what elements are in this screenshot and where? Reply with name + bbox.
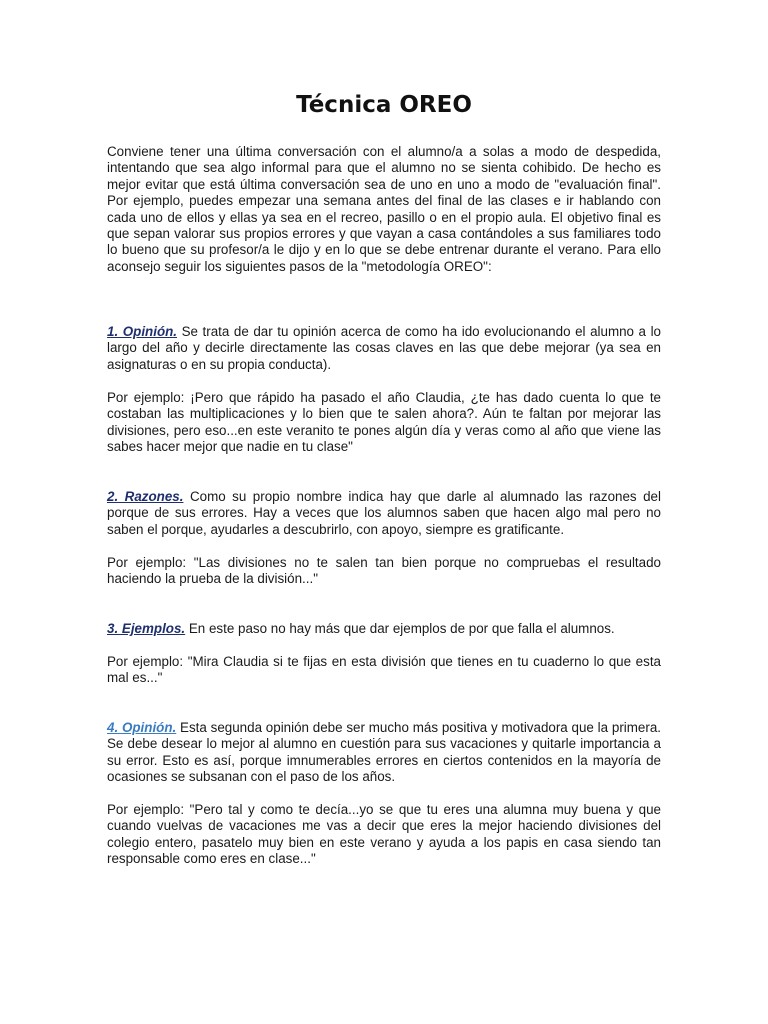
section-1-heading: 1. Opinión. (107, 324, 178, 339)
section-1-example: Por ejemplo: ¡Pero que rápido ha pasado el año Claudia, ¿te has dado cuenta lo que te costaban las multiplicaciones y lo bien que te salen ahora?. Aún te faltan por mejorar las divisiones, pero eso...en este veranito te pones algún día y veras como al año que viene las sabes hacer mejor que nadie en tu clase" (107, 390, 661, 455)
section-3-example: Por ejemplo: "Mira Claudia si te fijas en esta división que tienes en tu cuaderno lo que esta mal es..." (107, 654, 661, 686)
document-title: Técnica OREO (296, 92, 472, 118)
section-1-paragraph (107, 324, 661, 373)
section-3-text: En este paso no hay más que dar ejemplos de por que falla el alumnos. (185, 621, 615, 636)
section-4-paragraph (107, 720, 661, 786)
section-2-heading: 2. Razones. (107, 489, 184, 504)
intro-paragraph: Conviene tener una última conversación con el alumno/a a solas a modo de despedida, intentando que sea algo informal para que el alumno no se sienta cohibido. De hecho es mejor evitar que está última conversación sea de uno en uno a modo de "evaluación final". Por ejemplo, puedes empezar una semana antes del final de las clases e ir hablando con cada uno de ellos y ellas ya sea en el recreo, pasillo o en el propio aula. El objetivo final es que sepan valorar sus propios errores y que vayan a casa contándoles a sus familiares todo lo bueno que su profesor/a le dijo y en lo que se debe entrenar durante el verano. Para ello aconsejo seguir los siguientes pasos de la "metodología OREO": (107, 144, 661, 274)
section-4-text: Esta segunda opinión debe ser mucho más positiva y motivadora que la primera. Se debe desear lo mejor al alumno en cuestión para sus vacaciones y quitarle importancia a su error. Esto es así, porque imnumerables errores en ciertos contenidos en la mayoría de ocasiones se subsanan con el paso de los años. (107, 720, 661, 785)
section-3-paragraph (107, 621, 661, 637)
section-2-paragraph (107, 489, 661, 538)
section-2-example: Por ejemplo: "Las divisiones no te salen tan bien porque no compruebas el resultado haciendo la prueba de la división..." (107, 555, 661, 587)
section-4-heading: 4. Opinión. (107, 720, 177, 735)
section-1-text: Se trata de dar tu opinión acerca de como ha ido evolucionando el alumno a lo largo del año y decirle directamente las cosas claves en las que debe mejorar (ya sea en asignaturas o en su propia conducta). (107, 324, 661, 372)
section-3-heading: 3. Ejemplos. (107, 621, 186, 636)
section-2-text: Como su propio nombre indica hay que darle al alumnado las razones del porque de sus errores. Hay a veces que los alumnos saben que hacen algo mal pero no saben el porque, ayudarles a descubrirlo, con apoyo, siempre es gratificante. (107, 489, 661, 537)
section-4-example: Por ejemplo: "Pero tal y como te decía...yo se que tu eres una alumna muy buena y que cuando vuelvas de vacaciones me vas a decir que eres la mejor haciendo divisiones del colegio entero, pasatelo muy bien en este verano y ayuda a los papis en casa siendo tan responsable como eres en clase..." (107, 802, 661, 867)
